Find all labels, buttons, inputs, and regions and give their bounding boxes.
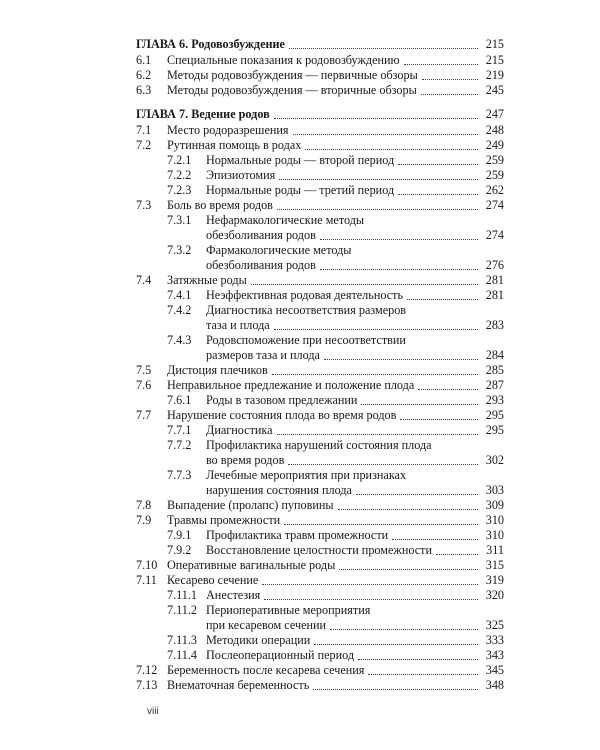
page-folio: viii [147, 706, 159, 717]
toc-entry-title: Травмы промежности [167, 513, 281, 527]
toc-dot-leader [277, 195, 478, 210]
toc-entry-title: размеров таза и плода [206, 348, 320, 362]
toc-entry-title: Неэффективная родовая деятельность [206, 288, 404, 302]
toc-entry-number: 7.2.2 [167, 168, 192, 182]
toc-entry-row [0, 363, 600, 377]
toc-entry-title: обезболивания родов [206, 258, 316, 272]
toc-page-number: 283 [485, 318, 504, 332]
toc-page-number: 248 [485, 123, 504, 137]
toc-entry-title: Нормальные роды — второй период [206, 153, 395, 167]
toc-dot-leader [368, 660, 478, 675]
toc-dot-leader [400, 405, 478, 420]
toc-entry-row [0, 453, 600, 467]
toc-dot-leader [293, 120, 479, 135]
toc-entry-row [0, 468, 600, 482]
toc-entry-title: Родовспоможение при несоответствии [206, 333, 406, 347]
toc-entry-title: Боль во время родов [167, 198, 273, 212]
toc-dot-leader [324, 345, 478, 360]
toc-entry-title: Беременность после кесарева сечения [167, 663, 365, 677]
toc-dot-leader [313, 675, 478, 690]
toc-dot-leader [421, 80, 478, 95]
toc-entry-title: во время родов [206, 453, 285, 467]
toc-entry-title: Диагностика несоответствия размеров [206, 303, 407, 317]
toc-entry-row [0, 423, 600, 437]
toc-page-number: 259 [485, 153, 504, 167]
toc-dot-leader [274, 315, 478, 330]
toc-entry-row [0, 588, 600, 602]
toc-dot-leader [284, 510, 478, 525]
toc-page-number: 219 [485, 68, 504, 82]
toc-entry-number: 7.8 [136, 498, 152, 512]
toc-dot-leader [418, 375, 478, 390]
toc-page-number: 320 [485, 588, 504, 602]
toc-entry-number: 7.7 [136, 408, 152, 422]
toc-entry-row [0, 198, 600, 212]
toc-entry-row [0, 633, 600, 647]
toc-entry-number: 7.3 [136, 198, 152, 212]
toc-entry-number: 7.11.1 [167, 588, 198, 602]
toc-entry-title: Роды в тазовом предлежании [206, 393, 358, 407]
toc-page-number: 247 [485, 107, 504, 121]
toc-chapter-title: ГЛАВА 7. Ведение родов [136, 107, 270, 121]
toc-entry-row [0, 273, 600, 287]
toc-entry-title: при кесаревом сечении [206, 618, 327, 632]
toc-entry-number: 6.2 [136, 68, 152, 82]
toc-entry-row [0, 543, 600, 557]
toc-page-number: 274 [485, 228, 504, 242]
toc-page-number: 303 [485, 483, 504, 497]
toc-entry-number: 7.3.2 [167, 243, 192, 257]
toc-dot-leader [398, 180, 478, 195]
toc-dot-leader [274, 104, 478, 119]
toc-entry-title: Неправильное предлежание и положение плода [167, 378, 415, 392]
toc-entry-title: Кесарево сечение [167, 573, 259, 587]
toc-page-number: 295 [485, 423, 504, 437]
toc-dot-leader [251, 270, 478, 285]
toc-dot-leader [392, 525, 478, 540]
toc-entry-row [0, 513, 600, 527]
toc-page-number: 262 [485, 183, 504, 197]
toc-entry-title: Восстановление целостности промежности [206, 543, 432, 557]
toc-entry-title: Анестезия [206, 588, 261, 602]
toc-entry-row [0, 678, 600, 692]
toc-entry-number: 7.12 [136, 663, 158, 677]
toc-entry-number: 7.6.1 [167, 393, 192, 407]
toc-entry-number: 7.4 [136, 273, 152, 287]
toc-entry-title: Нефармакологические методы [206, 213, 365, 227]
toc-entry-title: обезболивания родов [206, 228, 316, 242]
toc-dot-leader [272, 360, 478, 375]
toc-entry-title: Эпизиотомия [206, 168, 276, 182]
toc-entry-number: 7.11 [136, 573, 157, 587]
toc-page-number: 325 [485, 618, 504, 632]
toc-entry-row [0, 648, 600, 662]
toc-entry-row [0, 393, 600, 407]
toc-dot-leader [358, 645, 478, 660]
toc-page-number: 343 [485, 648, 504, 662]
toc-entry-number: 7.5 [136, 363, 152, 377]
toc-entry-number: 7.2 [136, 138, 152, 152]
toc-entry-row [0, 138, 600, 152]
toc-entry-row [0, 333, 600, 347]
toc-dot-leader [407, 285, 478, 300]
toc-entry-title: нарушения состояния плода [206, 483, 352, 497]
toc-dot-leader [279, 165, 478, 180]
toc-entry-number: 7.7.3 [167, 468, 192, 482]
toc-page-number: 284 [485, 348, 504, 362]
toc-page-number: 281 [485, 288, 504, 302]
toc-dot-leader [404, 50, 478, 65]
toc-page-number: 348 [485, 678, 504, 692]
toc-entry-row [0, 663, 600, 677]
toc-entry-title: Место родоразрешения [167, 123, 289, 137]
toc-entry-row [0, 123, 600, 137]
toc-dot-leader [436, 540, 478, 555]
toc-entry-row [0, 53, 600, 67]
toc-entry-number: 7.11.3 [167, 633, 198, 647]
toc-entry-number: 7.9.1 [167, 528, 192, 542]
toc-entry-number: 7.7.2 [167, 438, 192, 452]
toc-entry-number: 7.3.1 [167, 213, 192, 227]
toc-page-number: 285 [485, 363, 504, 377]
toc-entry-title: Затяжные роды [167, 273, 247, 287]
toc-entry-number: 7.2.3 [167, 183, 192, 197]
toc-page-number: 310 [485, 528, 504, 542]
toc-entry-row [0, 83, 600, 97]
toc-entry-title: Дистоция плечиков [167, 363, 268, 377]
toc-entry-row [0, 483, 600, 497]
toc-entry-number: 7.4.3 [167, 333, 192, 347]
toc-entry-title: Оперативные вагинальные роды [167, 558, 336, 572]
toc-dot-leader [277, 420, 478, 435]
toc-dot-leader [314, 630, 478, 645]
toc-dot-leader [262, 570, 478, 585]
toc-chapter-title: ГЛАВА 6. Родовозбуждение [136, 37, 285, 51]
toc-page-number: 215 [485, 37, 504, 51]
toc-entry-title: Рутинная помощь в родах [167, 138, 302, 152]
toc-dot-leader [356, 480, 478, 495]
toc-page-number: 333 [485, 633, 504, 647]
toc-entry-row [0, 68, 600, 82]
toc-entry-number: 7.13 [136, 678, 158, 692]
toc-dot-leader [289, 34, 478, 49]
toc-entry-title: Диагностика [206, 423, 273, 437]
toc-entry-title: Методы родовозбуждения — вторичные обзоры [167, 83, 417, 97]
toc-entry-title: Специальные показания к родовозбуждению [167, 53, 400, 67]
toc-entry-title: Внематочная беременность [167, 678, 310, 692]
toc-page-number: 249 [485, 138, 504, 152]
toc-chapter-row [0, 107, 600, 121]
toc-page-number: 315 [485, 558, 504, 572]
toc-entry-row [0, 243, 600, 257]
toc-page-number: 302 [485, 453, 504, 467]
toc-dot-leader [305, 135, 478, 150]
toc-page-number: 295 [485, 408, 504, 422]
toc-entry-title: Профилактика травм промежности [206, 528, 389, 542]
toc-dot-leader [320, 255, 478, 270]
toc-page-number: 345 [485, 663, 504, 677]
toc-entry-row [0, 288, 600, 302]
toc-entry-number: 7.11.4 [167, 648, 198, 662]
toc-entry-number: 7.4.2 [167, 303, 192, 317]
toc-dot-leader [422, 65, 478, 80]
toc-dot-leader [330, 615, 478, 630]
toc-entry-number: 7.9.2 [167, 543, 192, 557]
toc-page-number: 259 [485, 168, 504, 182]
toc-entry-row [0, 618, 600, 632]
toc-entry-row [0, 603, 600, 617]
toc-page-number: 215 [485, 53, 504, 67]
toc-entry-title: Профилактика нарушений состояния плода [206, 438, 432, 452]
toc-entry-number: 6.3 [136, 83, 152, 97]
toc-page-number: 293 [485, 393, 504, 407]
toc-chapter-row [0, 37, 600, 51]
toc-entry-row [0, 168, 600, 182]
toc-entry-title: Нарушение состояния плода во время родов [167, 408, 397, 422]
toc-entry-number: 7.1 [136, 123, 152, 137]
toc-dot-leader [339, 555, 478, 570]
toc-page-number: 311 [486, 543, 504, 557]
toc-entry-title: Послеоперационный период [206, 648, 355, 662]
toc-entry-number: 7.10 [136, 558, 158, 572]
toc-entry-title: Выпадение (пролапс) пуповины [167, 498, 334, 512]
toc-entry-row [0, 378, 600, 392]
toc-page-number: 319 [485, 573, 504, 587]
toc-entry-title: Периоперативные мероприятия [206, 603, 371, 617]
toc-entry-row [0, 213, 600, 227]
toc-entry-title: Методы родовозбуждения — первичные обзоры [167, 68, 418, 82]
toc-entry-number: 7.7.1 [167, 423, 192, 437]
toc-entry-row [0, 528, 600, 542]
toc-entry-row [0, 318, 600, 332]
toc-entry-title: Лечебные мероприятия при признаках [206, 468, 407, 482]
toc-page-number: 274 [485, 198, 504, 212]
toc-entry-number: 7.6 [136, 378, 152, 392]
toc-dot-leader [320, 225, 478, 240]
toc-entry-title: таза и плода [206, 318, 270, 332]
toc-entry-number: 7.11.2 [167, 603, 198, 617]
toc-entry-title: Фармакологические методы [206, 243, 352, 257]
toc-page-number: 310 [485, 513, 504, 527]
toc-entry-number: 7.9 [136, 513, 152, 527]
toc-entry-title: Нормальные роды — третий период [206, 183, 395, 197]
toc-page-number: 309 [485, 498, 504, 512]
toc-page-number: 281 [485, 273, 504, 287]
toc-dot-leader [361, 390, 478, 405]
toc-dot-leader [398, 150, 478, 165]
toc-entry-number: 7.2.1 [167, 153, 192, 167]
toc-entry-number: 6.1 [136, 53, 152, 67]
toc-dot-leader [264, 585, 478, 600]
toc-page-number: 287 [485, 378, 504, 392]
toc-dot-leader [288, 450, 478, 465]
toc-dot-leader [338, 495, 478, 510]
toc-entry-number: 7.4.1 [167, 288, 192, 302]
toc-entry-row [0, 228, 600, 242]
toc-page-number: 245 [485, 83, 504, 97]
toc-entry-title: Методики операции [206, 633, 311, 647]
toc-page-number: 276 [485, 258, 504, 272]
